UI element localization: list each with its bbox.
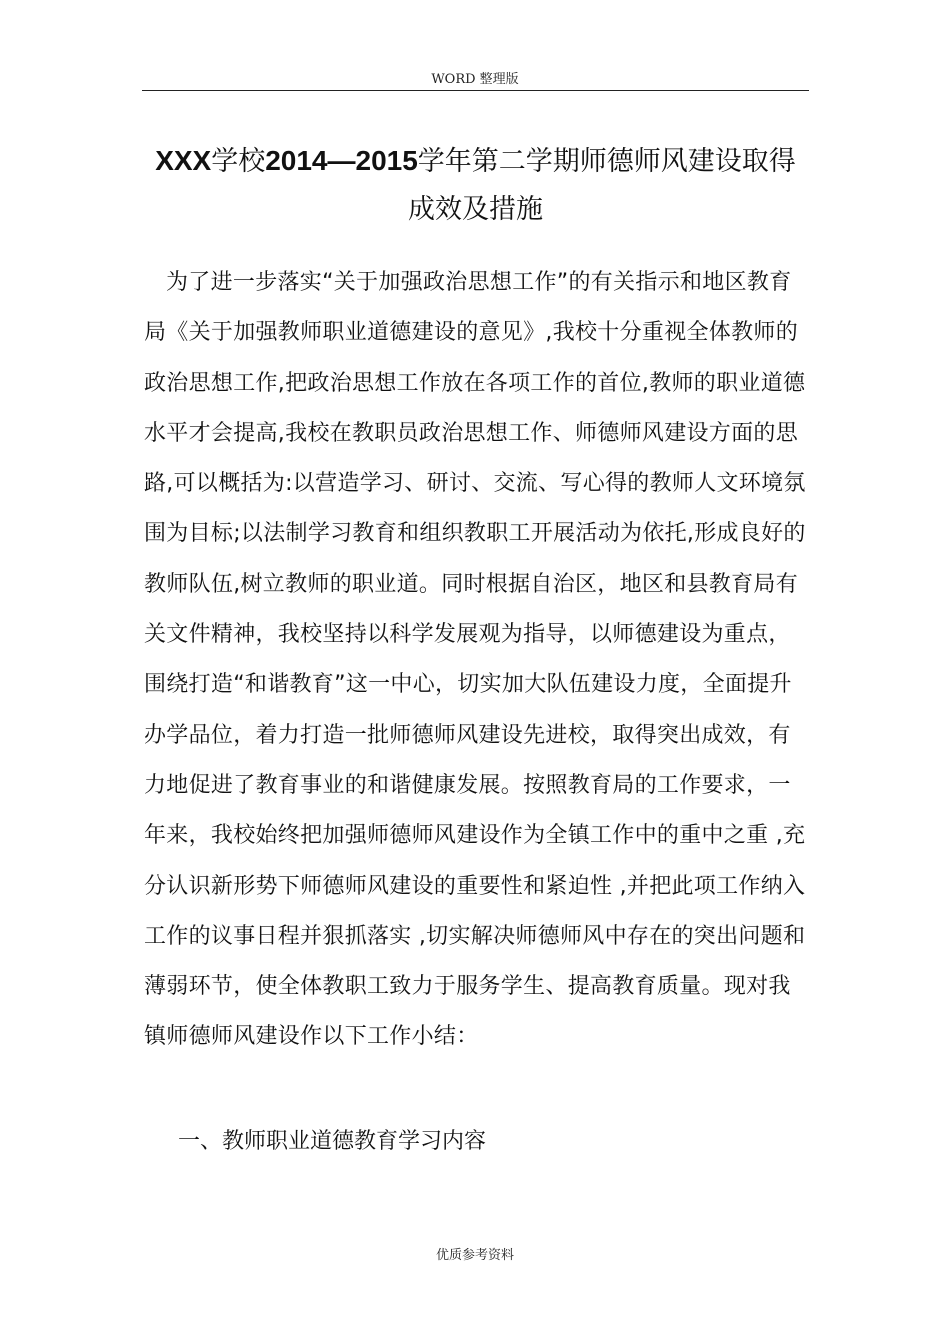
title-prefix: XXX <box>155 145 212 176</box>
section-heading: 一、教师职业道德教育学习内容 <box>178 1129 487 1154</box>
title-part-1: 学校 <box>211 146 266 177</box>
header-divider <box>142 90 809 91</box>
page-footer: 优质参考资料 <box>435 1248 514 1263</box>
title-years: 2014—2015 <box>265 145 418 176</box>
body-paragraph: 为了进一步落实“关于加强政治思想工作”的有关指示和地区教育局《关于加强教师职业道德建设的意见》,我校十分重视全体教师的政治思想工作,把政治思想工作放在各项工作的首位,教师的职业道德水平才会提高,我校在教职员政治思想工作、师德师风建设方面的思路,可以概括为:以营造学习、研讨、交流、写心得的教师人文环境氛围为目标;以法制学习教育和组织教职工开展活动为依托,形成良好的教师队伍,树立教师的职业道。同时根据自治区，地区和县教育局有关文件精神，我校坚持以科学发展观为指导，以师德建设为重点，围绕打造“和谐教育”这一中心，切实加大队伍建设力度，全面提升办学品位，着力打造一批师德师风建设先进校，取得突出成效，有力地促进了教育事业的和谐健康发展。按照教育局的工作要求，一年来，我校始终把加强师德师风建设作为全镇工作中的重中之重 ,充分认识新形势下师德师风建设的重要性和紧迫性 ,并把此项工作纳入工作的议事日程并狠抓落实 ,切实解决师德师风中存在的突出问题和薄弱环节，使全体教职工致力于服务学生、提高教育质量。现对我镇师德师风建设作以下工作小结： <box>144 270 806 1050</box>
page-header: WORD 整理版 <box>431 72 519 87</box>
document-title <box>142 137 809 234</box>
title-part-2: 学年第二学期师德师风建设取得成效及措施 <box>408 146 796 225</box>
